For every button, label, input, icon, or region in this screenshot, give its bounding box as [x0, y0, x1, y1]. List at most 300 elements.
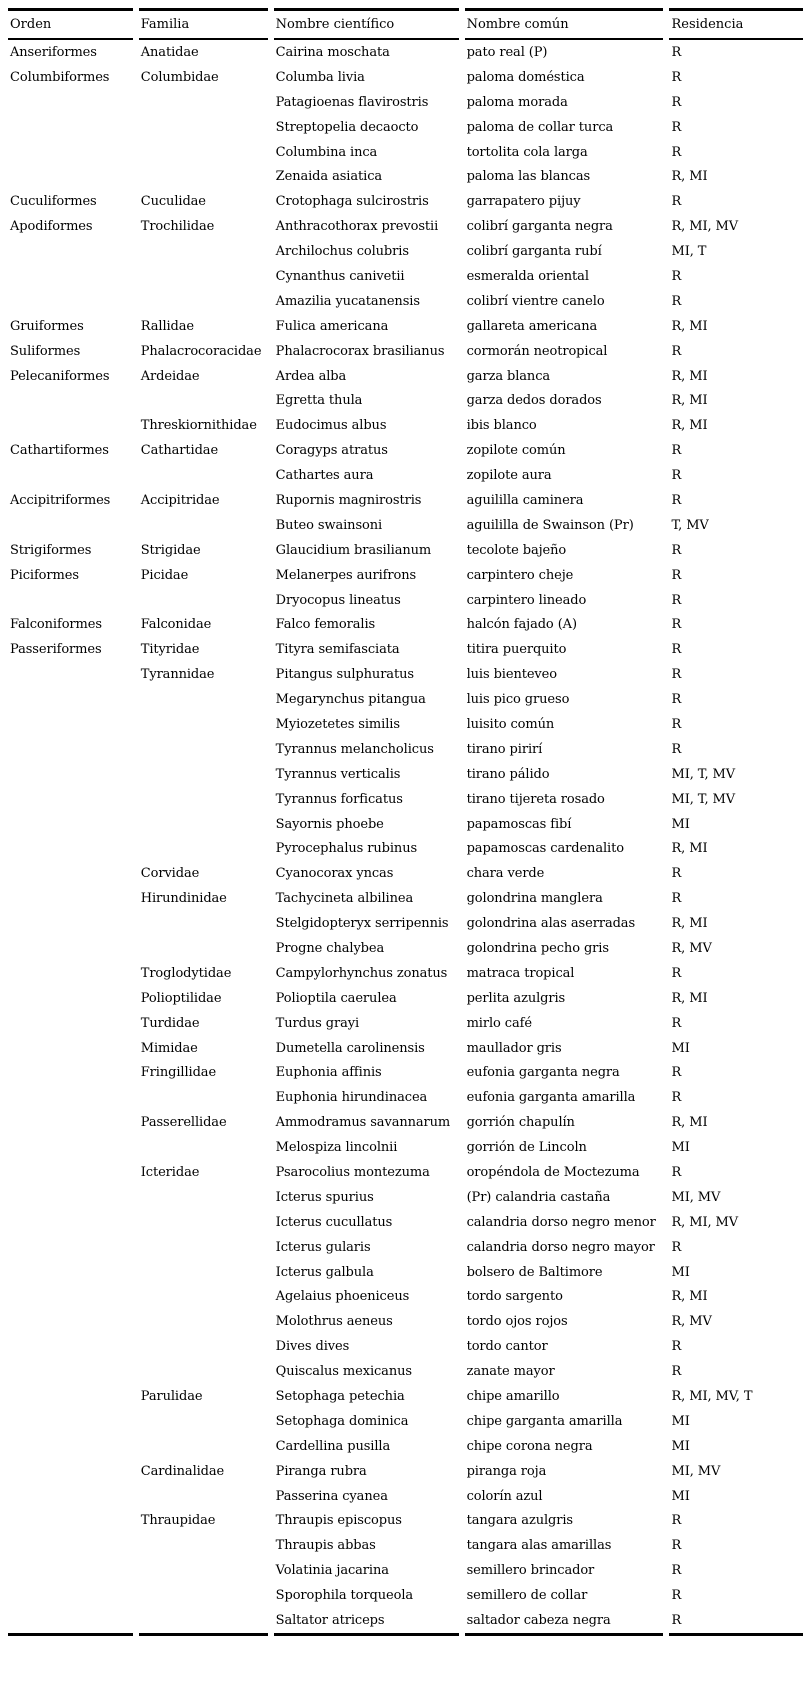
- nombre-comun-cell: paloma doméstica: [466, 69, 585, 85]
- residencia-cell: R: [671, 1563, 682, 1579]
- residencia-cell: R: [671, 268, 682, 284]
- residencia-cell: T, MV: [671, 517, 709, 533]
- table-row: [8, 289, 803, 314]
- table-row: [8, 1533, 803, 1558]
- familia-cell: [139, 1359, 268, 1384]
- table-row: [8, 488, 803, 513]
- nombre-comun-cell: pato real (P): [466, 44, 548, 60]
- nombre-cientifico-cell: Cairina moschata: [275, 44, 390, 60]
- nombre-comun-cell: gorrión de Lincoln: [466, 1140, 587, 1156]
- familia-cell: Threskiornithidae: [140, 418, 257, 434]
- nombre-cientifico-cell: Pitangus sulphuratus: [275, 667, 414, 683]
- column-header-familia: Familia: [139, 8, 268, 40]
- familia-cell: Tityridae: [140, 642, 200, 658]
- familia-cell: [139, 812, 268, 837]
- familia-cell: [139, 1085, 268, 1110]
- nombre-cientifico-cell: Icterus galbula: [275, 1264, 374, 1280]
- nombre-comun-cell: colibrí garganta rubí: [466, 244, 602, 260]
- nombre-cientifico-cell: Piranga rubra: [275, 1463, 367, 1479]
- residencia-cell: R: [671, 741, 682, 757]
- residencia-cell: MI: [671, 816, 690, 832]
- nombre-comun-cell: colibrí vientre canelo: [466, 293, 605, 309]
- familia-cell: [139, 1533, 268, 1558]
- orden-cell: [8, 1434, 133, 1459]
- nombre-cientifico-cell: Streptopelia decaocto: [275, 119, 419, 135]
- nombre-cientifico-cell: Cardellina pusilla: [275, 1438, 391, 1454]
- table-row: [8, 1309, 803, 1334]
- nombre-cientifico-cell: Turdus grayi: [275, 1015, 360, 1031]
- table-row: [8, 911, 803, 936]
- familia-cell: Mimidae: [140, 1040, 198, 1056]
- nombre-cientifico-cell: Megarynchus pitangua: [275, 692, 426, 708]
- orden-cell: [8, 1185, 133, 1210]
- nombre-comun-cell: colorín azul: [466, 1488, 543, 1504]
- residencia-cell: R: [671, 293, 682, 309]
- familia-cell: [139, 1309, 268, 1334]
- nombre-cientifico-cell: Tyrannus verticalis: [275, 766, 401, 782]
- orden-cell: Columbiformes: [10, 69, 110, 85]
- familia-cell: Rallidae: [140, 318, 195, 334]
- nombre-comun-cell: titira puerquito: [466, 642, 567, 658]
- familia-cell: Strigidae: [140, 542, 201, 558]
- nombre-comun-cell: garrapatero pijuy: [466, 194, 581, 210]
- nombre-comun-cell: zopilote aura: [466, 468, 552, 484]
- table-row: [8, 1110, 803, 1135]
- nombre-comun-cell: golondrina pecho gris: [466, 941, 609, 956]
- nombre-comun-cell: tordo ojos rojos: [466, 1314, 568, 1330]
- familia-cell: [139, 1608, 268, 1636]
- residencia-cell: MI, T: [671, 244, 707, 260]
- residencia-cell: MI, MV: [671, 1463, 721, 1479]
- familia-cell: [139, 787, 268, 812]
- table-row: [8, 239, 803, 264]
- orden-cell: [8, 1334, 133, 1359]
- orden-cell: [8, 1459, 133, 1484]
- nombre-cientifico-cell: Glaucidium brasilianum: [275, 542, 432, 558]
- nombre-comun-cell: luisito común: [466, 716, 555, 732]
- nombre-comun-cell: cormorán neotropical: [466, 343, 608, 359]
- table-row: [8, 563, 803, 588]
- orden-cell: [8, 388, 133, 413]
- nombre-cientifico-cell: Columbina inca: [275, 144, 378, 160]
- familia-cell: [139, 762, 268, 787]
- orden-cell: [8, 986, 133, 1011]
- familia-cell: Phalacrocoracidae: [140, 343, 262, 359]
- orden-cell: [8, 264, 133, 289]
- nombre-cientifico-cell: Psarocolius montezuma: [275, 1165, 430, 1181]
- nombre-comun-cell: chipe amarillo: [466, 1389, 560, 1405]
- nombre-comun-cell: aguililla de Swainson (Pr): [466, 517, 634, 533]
- table-row: [8, 886, 803, 911]
- residencia-cell: R: [671, 1090, 682, 1106]
- residencia-cell: R: [671, 1015, 682, 1031]
- familia-cell: Columbidae: [140, 69, 219, 85]
- orden-cell: [8, 787, 133, 812]
- familia-cell: Ardeidae: [140, 368, 200, 384]
- nombre-cientifico-cell: Quiscalus mexicanus: [275, 1364, 412, 1380]
- residencia-cell: R, MI: [671, 393, 708, 409]
- familia-cell: [139, 164, 268, 189]
- table-row: [8, 65, 803, 90]
- orden-cell: [8, 513, 133, 538]
- familia-cell: [139, 264, 268, 289]
- familia-cell: [139, 1434, 268, 1459]
- nombre-comun-cell: maullador gris: [466, 1040, 562, 1056]
- residencia-cell: R, MI: [671, 318, 708, 334]
- nombre-cientifico-cell: Dives dives: [275, 1339, 350, 1355]
- table-row: [8, 314, 803, 339]
- residencia-cell: MI, T, MV: [671, 791, 736, 807]
- table-row: [8, 861, 803, 886]
- table-row: [8, 538, 803, 563]
- residencia-cell: R, MI: [671, 169, 708, 185]
- familia-cell: [139, 1409, 268, 1434]
- familia-cell: Cathartidae: [140, 443, 219, 459]
- nombre-comun-cell: matraca tropical: [466, 965, 575, 981]
- residencia-cell: R: [671, 1339, 682, 1355]
- familia-cell: Hirundinidae: [140, 891, 227, 907]
- nombre-comun-cell: carpintero cheje: [466, 567, 574, 583]
- familia-cell: Anatidae: [140, 44, 199, 60]
- familia-cell: [139, 239, 268, 264]
- residencia-cell: R, MI: [671, 368, 708, 384]
- orden-cell: [8, 413, 133, 438]
- familia-cell: [139, 115, 268, 140]
- nombre-comun-cell: saltador cabeza negra: [465, 1608, 664, 1636]
- orden-cell: [8, 1409, 133, 1434]
- familia-cell: Parulidae: [140, 1389, 203, 1405]
- table-row: [8, 40, 803, 65]
- residencia-cell: R: [671, 1538, 682, 1554]
- residencia-cell: R: [671, 866, 682, 882]
- nombre-cientifico-cell: Thraupis episcopus: [275, 1513, 402, 1529]
- nombre-comun-cell: garza dedos dorados: [466, 393, 602, 409]
- table-row: [8, 1036, 803, 1061]
- familia-cell: Picidae: [140, 567, 189, 583]
- table-row: [8, 812, 803, 837]
- nombre-cientifico-cell: Euphonia affinis: [275, 1065, 382, 1081]
- nombre-comun-cell: esmeralda oriental: [466, 268, 589, 284]
- familia-cell: [139, 1334, 268, 1359]
- nombre-comun-cell: chipe corona negra: [466, 1438, 593, 1454]
- nombre-cientifico-cell: Dryocopus lineatus: [275, 592, 401, 608]
- residencia-cell: R: [671, 144, 682, 160]
- orden-cell: [8, 1260, 133, 1285]
- orden-cell: [8, 164, 133, 189]
- nombre-comun-cell: tecolote bajeño: [466, 542, 567, 558]
- nombre-cientifico-cell: Ammodramus savannarum: [275, 1115, 451, 1131]
- residencia-cell: R: [671, 1588, 682, 1604]
- residencia-cell: MI: [671, 1413, 690, 1429]
- orden-cell: [8, 289, 133, 314]
- orden-cell: [8, 1359, 133, 1384]
- familia-cell: [139, 588, 268, 613]
- nombre-comun-cell: tangara alas amarillas: [466, 1538, 612, 1554]
- residencia-cell: R: [671, 492, 682, 508]
- table-row: [8, 1210, 803, 1235]
- nombre-comun-cell: tirano tijereta rosado: [466, 791, 605, 807]
- table-row: [8, 712, 803, 737]
- familia-cell: [139, 90, 268, 115]
- residencia-cell: R: [671, 194, 682, 210]
- orden-cell: [8, 1235, 133, 1260]
- nombre-cientifico-cell: Patagioenas flavirostris: [275, 94, 429, 110]
- nombre-comun-cell: ibis blanco: [466, 418, 537, 434]
- familia-cell: Cuculidae: [140, 194, 206, 210]
- nombre-cientifico-cell: Cathartes aura: [275, 468, 374, 484]
- nombre-cientifico-cell: Stelgidopteryx serripennis: [275, 916, 449, 932]
- column-header-residencia: Residencia: [669, 8, 803, 40]
- residencia-cell: R: [671, 1513, 682, 1529]
- orden-cell: [8, 1583, 133, 1608]
- nombre-cientifico-cell: Polioptila caerulea: [275, 990, 397, 1006]
- orden-cell: Pelecaniformes: [10, 368, 110, 384]
- table-row: [8, 1558, 803, 1583]
- orden-cell: [8, 1110, 133, 1135]
- orden-cell: [8, 1210, 133, 1235]
- nombre-comun-cell: gorrión chapulín: [466, 1115, 575, 1131]
- orden-cell: [8, 1285, 133, 1310]
- orden-cell: [8, 1135, 133, 1160]
- table-row: [8, 1608, 803, 1636]
- nombre-comun-cell: bolsero de Baltimore: [466, 1264, 603, 1280]
- orden-cell: [8, 463, 133, 488]
- nombre-comun-cell: luis pico grueso: [466, 692, 570, 708]
- nombre-comun-cell: aguililla caminera: [466, 492, 584, 508]
- orden-cell: [8, 712, 133, 737]
- table-row: [8, 1011, 803, 1036]
- nombre-cientifico-cell: Molothrus aeneus: [275, 1314, 393, 1330]
- nombre-cientifico-cell: Anthracothorax prevostii: [275, 219, 439, 235]
- residencia-cell: R, MI: [671, 990, 708, 1006]
- table-row: [8, 986, 803, 1011]
- residencia-cell: R: [671, 567, 682, 583]
- nombre-cientifico-cell: Pyrocephalus rubinus: [275, 841, 418, 857]
- table-row: [8, 1484, 803, 1509]
- nombre-cientifico-cell: Tachycineta albilinea: [275, 891, 414, 907]
- table-row: [8, 463, 803, 488]
- nombre-cientifico-cell: Columba livia: [275, 69, 365, 85]
- residencia-cell: R: [671, 592, 682, 608]
- nombre-comun-cell: eufonia garganta negra: [466, 1065, 620, 1081]
- residencia-cell: R, MI, MV: [671, 219, 739, 235]
- orden-cell: [8, 961, 133, 986]
- residencia-cell: R, MI: [671, 1115, 708, 1131]
- nombre-comun-cell: (Pr) calandria castaña: [466, 1189, 611, 1205]
- table-row: [8, 1509, 803, 1534]
- table-row: [8, 1135, 803, 1160]
- nombre-comun-cell: carpintero lineado: [466, 592, 587, 608]
- orden-cell: [8, 140, 133, 165]
- orden-cell: Strigiformes: [10, 542, 92, 558]
- nombre-comun-cell: zanate mayor: [466, 1364, 555, 1380]
- nombre-comun-cell: tirano pálido: [466, 766, 550, 782]
- nombre-cientifico-cell: Egretta thula: [275, 393, 363, 409]
- nombre-cientifico-cell: Euphonia hirundinacea: [275, 1090, 428, 1106]
- nombre-comun-cell: calandria dorso negro menor: [466, 1214, 656, 1230]
- familia-cell: [139, 1484, 268, 1509]
- nombre-comun-cell: oropéndola de Moctezuma: [466, 1165, 640, 1181]
- nombre-comun-cell: eufonia garganta amarilla: [466, 1090, 636, 1106]
- nombre-comun-cell: tordo sargento: [466, 1289, 563, 1305]
- nombre-comun-cell: garza blanca: [466, 368, 551, 384]
- nombre-comun-cell: zopilote común: [466, 443, 566, 459]
- residencia-cell: R: [671, 542, 682, 558]
- nombre-comun-cell: chara verde: [466, 866, 545, 882]
- residencia-cell: R, MI, MV: [671, 1214, 739, 1230]
- orden-cell: [8, 662, 133, 687]
- table-row: [8, 787, 803, 812]
- residencia-cell: R: [669, 1608, 803, 1636]
- table-row: [8, 140, 803, 165]
- table-row: [8, 762, 803, 787]
- familia-cell: Icteridae: [140, 1165, 200, 1181]
- residencia-cell: R, MI: [671, 841, 708, 857]
- orden-cell: [8, 1533, 133, 1558]
- orden-cell: [8, 936, 133, 961]
- nombre-cientifico-cell: Tyrannus forficatus: [275, 791, 403, 807]
- nombre-comun-cell: golondrina manglera: [466, 891, 603, 907]
- familia-cell: Cardinalidae: [140, 1463, 225, 1479]
- orden-cell: Falconiformes: [10, 617, 102, 633]
- residencia-cell: R: [671, 94, 682, 110]
- table-row: [8, 1185, 803, 1210]
- nombre-cientifico-cell: Icterus gularis: [275, 1239, 371, 1255]
- orden-cell: Cuculiformes: [10, 194, 97, 210]
- nombre-comun-cell: perlita azulgris: [466, 990, 566, 1006]
- familia-cell: Tyrannidae: [140, 667, 215, 683]
- nombre-cientifico-cell: Phalacrocorax brasilianus: [275, 343, 445, 359]
- familia-cell: Fringillidae: [140, 1065, 217, 1081]
- nombre-cientifico-cell: Crotophaga sulcirostris: [275, 194, 429, 210]
- nombre-comun-cell: luis bienteveo: [466, 667, 557, 683]
- familia-cell: [139, 289, 268, 314]
- familia-cell: Accipitridae: [140, 492, 220, 508]
- residencia-cell: MI: [671, 1438, 690, 1454]
- residencia-cell: R, MV: [671, 1314, 712, 1330]
- residencia-cell: R: [671, 69, 682, 85]
- orden-cell: [8, 90, 133, 115]
- table-row: [8, 364, 803, 389]
- orden-cell: Passeriformes: [10, 642, 102, 658]
- residencia-cell: R: [671, 716, 682, 732]
- column-header-cientifico: Nombre científico: [274, 8, 459, 40]
- residencia-cell: R: [671, 667, 682, 683]
- table-row: [8, 115, 803, 140]
- column-header-comun: Nombre común: [465, 8, 664, 40]
- orden-cell: [8, 1558, 133, 1583]
- familia-cell: [139, 1210, 268, 1235]
- familia-cell: [139, 936, 268, 961]
- table-row: [8, 413, 803, 438]
- nombre-cientifico-cell: Rupornis magnirostris: [275, 492, 422, 508]
- nombre-cientifico-cell: Progne chalybea: [275, 941, 385, 956]
- table-row: [8, 612, 803, 637]
- table-row: [8, 1235, 803, 1260]
- orden-cell: Piciformes: [10, 567, 79, 583]
- nombre-cientifico-cell: Volatinia jacarina: [275, 1563, 389, 1579]
- table-row: [8, 90, 803, 115]
- nombre-comun-cell: semillero de collar: [466, 1588, 588, 1604]
- nombre-cientifico-cell: Melospiza lincolnii: [275, 1140, 398, 1156]
- nombre-comun-cell: paloma morada: [466, 94, 568, 110]
- nombre-cientifico-cell: Passerina cyanea: [275, 1488, 388, 1504]
- table-row: [8, 936, 803, 961]
- orden-cell: [8, 1484, 133, 1509]
- table-row: [8, 588, 803, 613]
- familia-cell: Polioptilidae: [140, 990, 222, 1006]
- nombre-comun-cell: semillero brincador: [466, 1563, 595, 1579]
- orden-cell: [8, 737, 133, 762]
- residencia-cell: R: [671, 1065, 682, 1081]
- orden-cell: [8, 1309, 133, 1334]
- orden-cell: [8, 861, 133, 886]
- column-header-orden: Orden: [8, 8, 133, 40]
- residencia-cell: R: [671, 692, 682, 708]
- orden-cell: [8, 588, 133, 613]
- nombre-cientifico-cell: Campylorhynchus zonatus: [275, 965, 448, 981]
- nombre-comun-cell: paloma de collar turca: [466, 119, 614, 135]
- orden-cell: Cathartiformes: [10, 443, 109, 459]
- nombre-cientifico-cell: Setophaga dominica: [275, 1413, 409, 1429]
- residencia-cell: MI, T, MV: [671, 766, 736, 782]
- nombre-comun-cell: mirlo café: [466, 1015, 532, 1031]
- residencia-cell: R: [671, 44, 682, 60]
- table-row: [8, 164, 803, 189]
- familia-cell: [139, 513, 268, 538]
- table-header-row: [8, 8, 803, 40]
- nombre-cientifico-cell: Eudocimus albus: [275, 418, 387, 434]
- residencia-cell: R: [671, 443, 682, 459]
- residencia-cell: R, MI: [671, 418, 708, 434]
- orden-cell: [8, 812, 133, 837]
- table-row: [8, 513, 803, 538]
- residencia-cell: R: [671, 119, 682, 135]
- familia-cell: [139, 737, 268, 762]
- orden-cell: [8, 1384, 133, 1409]
- nombre-comun-cell: tordo cantor: [466, 1339, 548, 1355]
- nombre-cientifico-cell: Setophaga petechia: [275, 1389, 405, 1405]
- nombre-comun-cell: chipe garganta amarilla: [466, 1413, 623, 1429]
- orden-cell: [8, 886, 133, 911]
- orden-cell: [8, 1509, 133, 1534]
- bird-species-table: [2, 8, 809, 1636]
- orden-cell: [8, 1160, 133, 1185]
- nombre-cientifico-cell: Archilochus colubris: [275, 244, 409, 260]
- residencia-cell: R, MI: [671, 1289, 708, 1305]
- residencia-cell: R: [671, 891, 682, 907]
- table-body: [8, 40, 803, 1636]
- residencia-cell: MI, MV: [671, 1189, 721, 1205]
- nombre-cientifico-cell: Coragyps atratus: [275, 443, 388, 459]
- familia-cell: Falconidae: [140, 617, 212, 633]
- familia-cell: [139, 463, 268, 488]
- table-row: [8, 961, 803, 986]
- nombre-cientifico-cell: Tityra semifasciata: [275, 642, 400, 658]
- table-row: [8, 1085, 803, 1110]
- nombre-comun-cell: tirano pirirí: [466, 741, 543, 757]
- orden-cell: [8, 1085, 133, 1110]
- nombre-cientifico-cell: Cyanocorax yncas: [275, 866, 394, 882]
- table-row: [8, 1334, 803, 1359]
- nombre-comun-cell: papamoscas fibí: [466, 816, 572, 832]
- table-row: [8, 1285, 803, 1310]
- familia-cell: Thraupidae: [140, 1513, 216, 1529]
- nombre-comun-cell: calandria dorso negro mayor: [466, 1239, 655, 1255]
- familia-cell: [139, 1558, 268, 1583]
- nombre-cientifico-cell: Saltator atriceps: [274, 1608, 459, 1636]
- table-row: [8, 438, 803, 463]
